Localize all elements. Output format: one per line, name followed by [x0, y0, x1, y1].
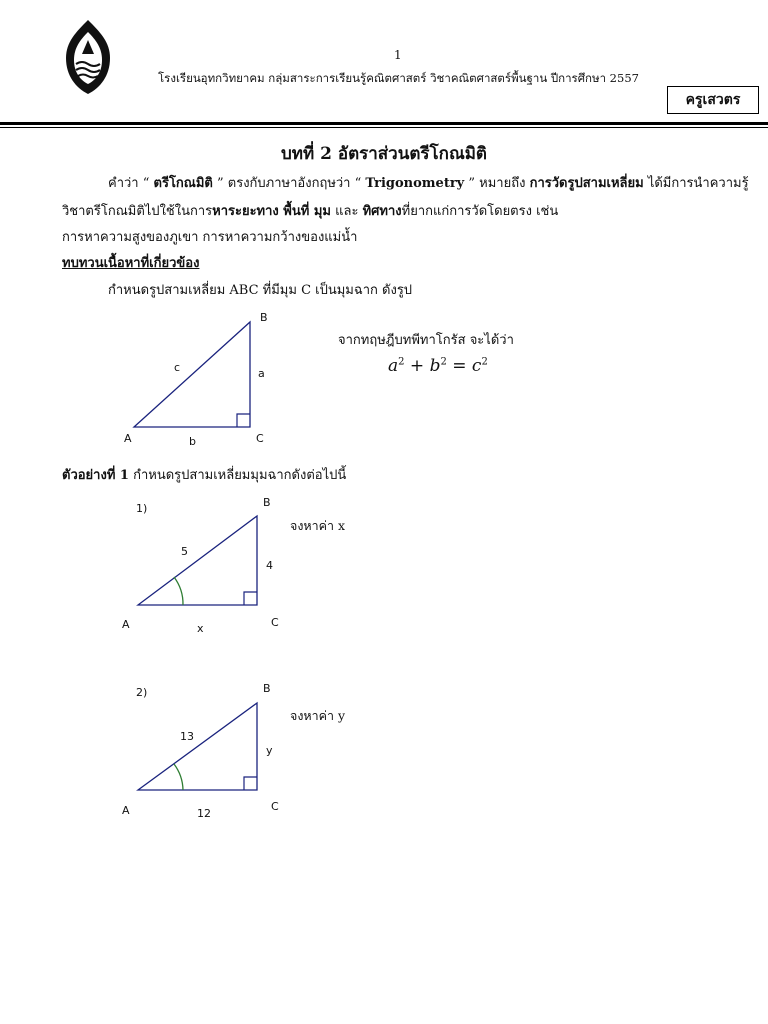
example-2-triangle: [138, 703, 257, 790]
intro-text: ที่ยากแก่การวัดโดยตรง เช่น: [401, 204, 559, 219]
vertex-a-label: A: [122, 804, 130, 817]
right-angle-marker: [237, 414, 250, 427]
side-c-label: c: [174, 361, 181, 374]
term-triangle-measurement: การวัดรูปสามเหลี่ยม: [529, 176, 644, 191]
vertex-b-label: B: [263, 496, 271, 509]
chapter-title: บทที่ 2 อัตราส่วนตรีโกณมิติ: [281, 144, 487, 164]
vertex-c-label: C: [256, 432, 264, 445]
header-rule-thin: [0, 127, 768, 128]
formula-plus: +: [409, 356, 425, 376]
angle-a-arc: [174, 577, 183, 605]
vertex-b-label: B: [260, 311, 268, 324]
example-1-diagram: [110, 494, 300, 639]
vertex-c-label: C: [271, 800, 279, 813]
page-number: 1: [394, 48, 402, 62]
opposite-side-label: 4: [266, 559, 273, 572]
opposite-side-label: y: [266, 744, 273, 757]
adjacent-side-label: 12: [197, 807, 211, 820]
example-heading: [62, 464, 346, 485]
main-triangle: [134, 322, 250, 427]
vertex-c-label: C: [271, 616, 279, 629]
formula-exp: 2: [440, 356, 447, 368]
side-b-label: b: [189, 435, 196, 448]
term-trigonometry-english: Trigonometry: [365, 176, 465, 191]
school-logo-icon: [62, 18, 114, 96]
pythagoras-statement: จากทฤษฎีบทพีทาโกรัส จะได้ว่า: [338, 333, 514, 348]
term-trigonometry-thai: ตรีโกณมิติ: [153, 176, 213, 191]
vertex-a-label: A: [122, 618, 130, 631]
example-1-triangle: [138, 516, 257, 605]
angle-a-arc: [174, 764, 183, 790]
example-1-task: จงหาค่า x: [290, 518, 346, 533]
formula-a: a: [388, 356, 399, 376]
example-2-diagram: [110, 676, 300, 824]
main-triangle-diagram: [110, 305, 290, 455]
example-1-number: 1): [136, 502, 148, 515]
intro-text: ” หมายถึง: [464, 176, 530, 191]
intro-text: ” ตรงกับภาษาอังกฤษว่า “: [212, 176, 366, 191]
intro-text: วิชาตรีโกณมิติไปใช้ในการ: [62, 204, 213, 219]
side-a-label: a: [258, 367, 265, 380]
term-distance-area-angle: หาระยะทาง พื้นที่ มุม: [212, 204, 331, 219]
given-statement: กำหนดรูปสามเหลี่ยม ABC ที่มีมุม C เป็นมุมฉาก ดังรูป: [108, 283, 413, 298]
example-2-number: 2): [136, 686, 148, 699]
teacher-name-box: ครูเสวตร: [667, 86, 759, 114]
formula-b: b: [429, 356, 441, 376]
right-angle-marker: [244, 592, 257, 605]
hypotenuse-label: 5: [181, 545, 188, 558]
intro-line-3: การหาความสูงของภูเขา การหาความกว้างของแม่น้ำ: [62, 230, 358, 245]
vertex-b-label: B: [263, 682, 271, 695]
intro-text: ได้มีการนำความรู้: [643, 176, 749, 191]
formula-exp: 2: [481, 356, 488, 368]
formula-equals: =: [452, 356, 467, 376]
header-rule-thick: [0, 122, 768, 125]
intro-line-1: [108, 172, 749, 193]
example-text: กำหนดรูปสามเหลี่ยมมุมฉากดังต่อไปนี้: [128, 468, 347, 483]
intro-line-2: [62, 200, 558, 221]
school-header-line: โรงเรียนอุทกวิทยาคม กลุ่มสาระการเรียนรู้คณิตศาสตร์ วิชาคณิตศาสตร์พื้นฐาน ปีการศึกษา 2557: [158, 71, 639, 85]
formula-c: c: [471, 356, 482, 376]
term-direction: ทิศทาง: [362, 204, 402, 219]
right-angle-marker: [244, 777, 257, 790]
example-label: ตัวอย่างที่ 1: [62, 468, 129, 483]
example-2-task: จงหาค่า y: [290, 708, 346, 723]
pythagoras-formula: [388, 356, 488, 376]
review-heading: ทบทวนเนื้อหาที่เกี่ยวข้อง: [62, 256, 200, 271]
vertex-a-label: A: [124, 432, 132, 445]
formula-exp: 2: [398, 356, 405, 368]
intro-text: คำว่า “: [108, 176, 154, 191]
hypotenuse-label: 13: [180, 730, 194, 743]
adjacent-side-label: x: [197, 622, 204, 635]
intro-text: และ: [331, 204, 363, 219]
